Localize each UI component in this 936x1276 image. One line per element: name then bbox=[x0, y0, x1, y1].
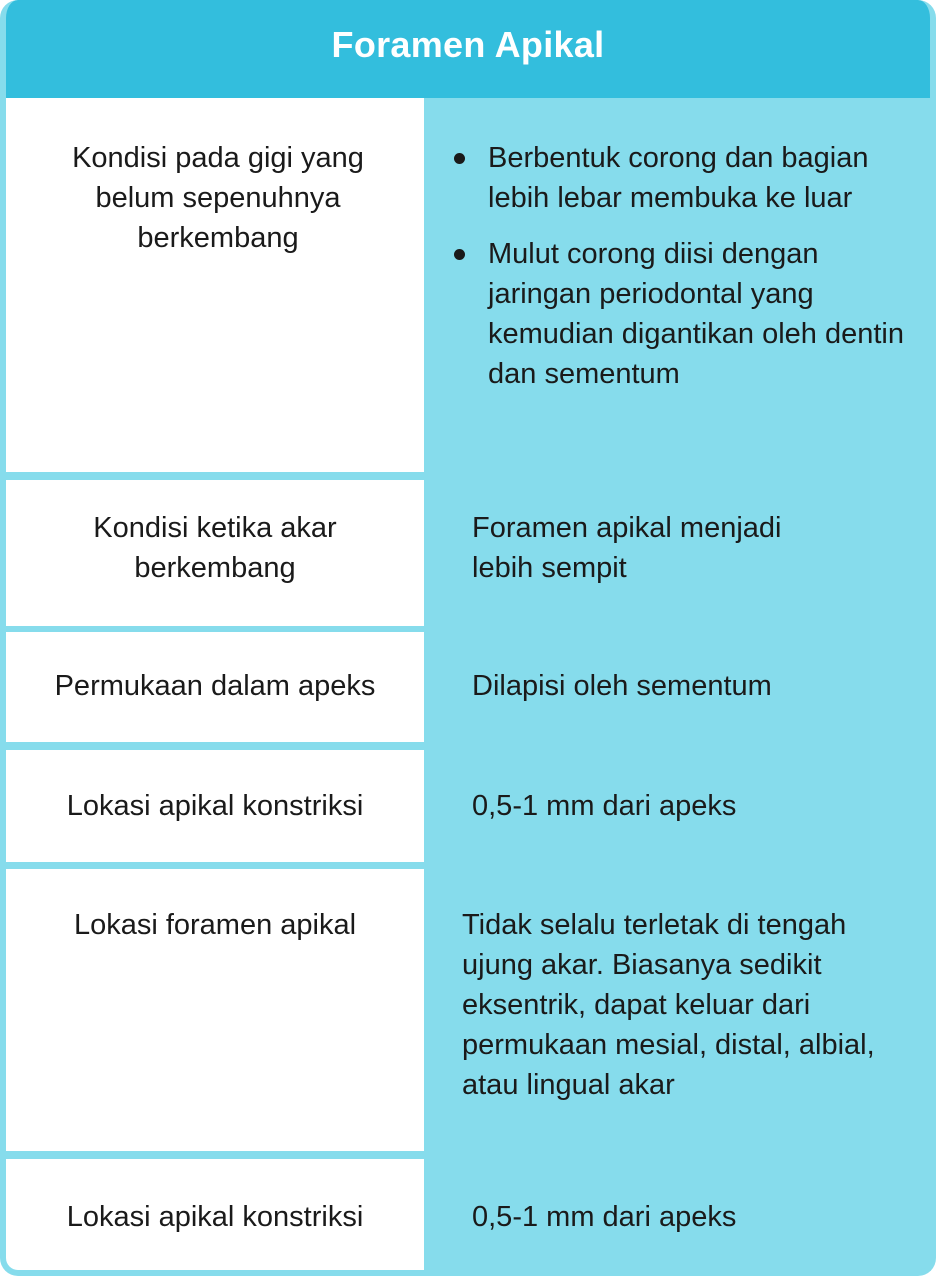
row-value-cell bbox=[424, 98, 930, 472]
table-row bbox=[6, 98, 930, 472]
row-label: Lokasi foramen apikal bbox=[73, 909, 357, 941]
row-label-cell bbox=[6, 750, 424, 862]
row-label: Lokasi apikal konstriksi bbox=[66, 790, 364, 822]
row-value: Tidak selalu terletak di tengah ujung akar. Biasanya sedikit eksentrik, dapat keluar dari permukaan mesial, distal, albial, atau lingual akar bbox=[462, 909, 875, 1101]
row-label: Lokasi apikal konstriksi bbox=[66, 1201, 364, 1233]
row-value-cell bbox=[424, 750, 930, 862]
card-title: Foramen Apikal bbox=[331, 24, 605, 65]
row-value: 0,5-1 mm dari apeks bbox=[472, 790, 737, 822]
bullet-list bbox=[424, 138, 910, 394]
row-label-cell bbox=[6, 632, 424, 742]
row-label-cell bbox=[6, 98, 424, 472]
table-row bbox=[6, 869, 930, 1151]
row-label: Kondisi ketika akar berkembang bbox=[93, 512, 337, 584]
row-value: Dilapisi oleh sementum bbox=[472, 670, 772, 702]
row-label-cell bbox=[6, 869, 424, 1151]
row-value-cell bbox=[424, 632, 930, 742]
list-item: Berbentuk corong dan bagian lebih lebar membuka ke luar bbox=[424, 138, 910, 218]
row-label-cell bbox=[6, 480, 424, 626]
row-value: Foramen apikal menjadi lebih sempit bbox=[472, 512, 782, 584]
list-item: Mulut corong diisi dengan jaringan periodontal yang kemudian digantikan oleh dentin dan sementum bbox=[424, 234, 910, 394]
card-header bbox=[0, 0, 936, 98]
table-row bbox=[6, 480, 930, 626]
row-value-cell bbox=[424, 1159, 930, 1270]
table-row bbox=[6, 632, 930, 742]
table-row bbox=[6, 1159, 930, 1270]
row-value: 0,5-1 mm dari apeks bbox=[472, 1201, 737, 1233]
row-label: Kondisi pada gigi yang belum sepenuhnya berkembang bbox=[72, 142, 364, 254]
row-value-cell bbox=[424, 480, 930, 626]
row-value-cell bbox=[424, 869, 930, 1151]
row-label: Permukaan dalam apeks bbox=[54, 670, 376, 702]
row-label-cell bbox=[6, 1159, 424, 1270]
table-row bbox=[6, 750, 930, 862]
